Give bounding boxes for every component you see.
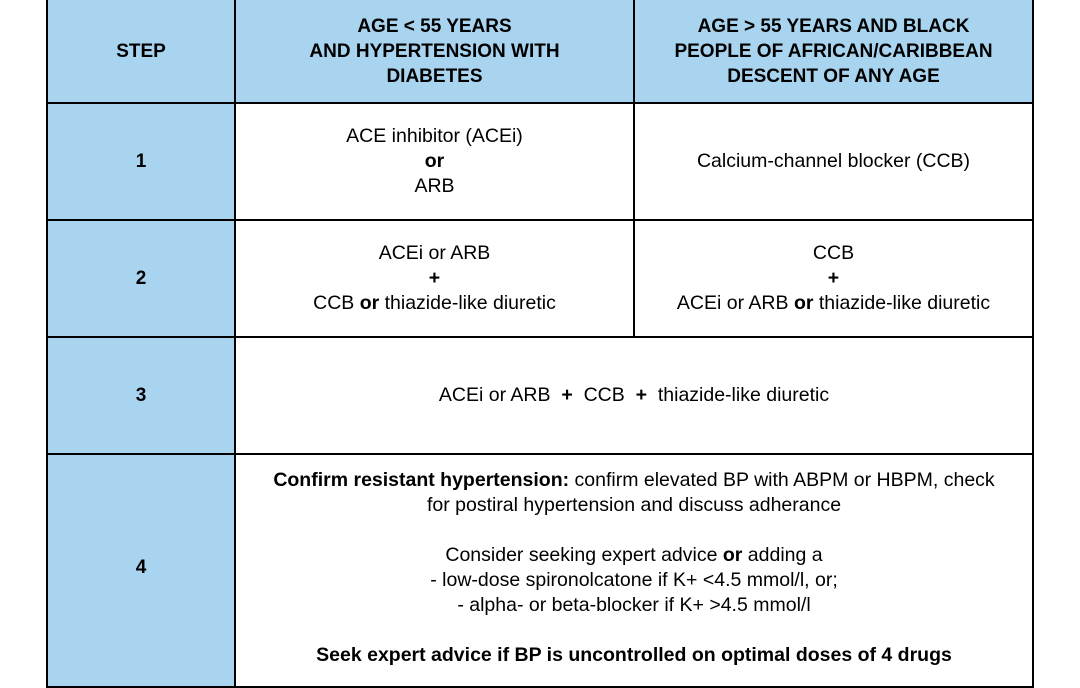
row3-part: CCB (583, 384, 625, 406)
treatment-table (46, 0, 1034, 688)
step-cell-2 (46, 219, 236, 338)
row2-col2-line: CCB (812, 242, 855, 264)
step-number: 1 (135, 151, 147, 172)
row3-part: thiazide-like diuretic (657, 384, 830, 406)
header-col2-line: AGE > 55 YEARS AND BLACK (697, 15, 970, 37)
step-cell-3 (46, 336, 236, 455)
row3-combined (234, 336, 1034, 455)
row3-plus: + (561, 384, 573, 406)
row2-col2-line (677, 291, 990, 316)
row2-col1-or: or (359, 292, 380, 314)
row4-confirm-text: confirm elevated BP with ABPM or HBPM, check (569, 469, 995, 491)
step-number: 4 (135, 556, 147, 578)
row3-line (439, 383, 829, 408)
row2-col1-line (313, 291, 556, 316)
row2-col2-part: thiazide-like diuretic (813, 292, 991, 314)
header-col1 (234, 0, 635, 104)
row2-col2 (633, 219, 1034, 338)
step-cell-1 (46, 102, 236, 221)
row1-col2-text: Calcium-channel blocker (CCB) (696, 150, 971, 172)
row4-combined (234, 453, 1034, 688)
step-cell-4 (46, 453, 236, 688)
row2-col1-line: ACEi or ARB (378, 242, 491, 264)
row2-col2-plus: + (827, 267, 840, 289)
row1-col1-or: or (424, 150, 445, 172)
header-col1-line: AND HYPERTENSION WITH (309, 40, 560, 62)
row4-seek-advice: Seek expert advice if BP is uncontrolled on optimal doses of 4 drugs (316, 644, 952, 666)
step-number: 2 (135, 268, 147, 289)
step-number: 3 (135, 385, 147, 406)
row4-consider-text: Consider seeking expert advice (445, 544, 723, 566)
row2-col1-part: CCB (313, 292, 360, 314)
row1-col2 (633, 102, 1034, 221)
row4-confirm-line (273, 468, 994, 493)
header-step (46, 0, 236, 104)
row2-col1-plus: + (428, 267, 441, 289)
row4-consider-line (445, 543, 822, 568)
row1-col1-line: ACE inhibitor (ACEi) (346, 125, 523, 147)
row4-confirm-line: for postiral hypertension and discuss adherance (426, 494, 842, 516)
row4-confirm-bold: Confirm resistant hypertension: (273, 469, 570, 491)
row4-item: - low-dose spironolcatone if K+ <4.5 mmol/l, or; (430, 569, 838, 591)
row2-col1-part: thiazide-like diuretic (379, 292, 556, 314)
row1-col1 (234, 102, 635, 221)
header-col2 (633, 0, 1034, 104)
row3-plus: + (635, 384, 647, 406)
header-col2-line: DESCENT OF ANY AGE (727, 65, 940, 87)
row2-col2-part: ACEi or ARB (676, 292, 794, 314)
row2-col2-or: or (793, 292, 814, 314)
row2-col1 (234, 219, 635, 338)
header-col1-line: DIABETES (386, 65, 483, 87)
header-col2-line: PEOPLE OF AFRICAN/CARIBBEAN (674, 40, 993, 62)
row3-part: ACEi or ARB (438, 384, 551, 406)
row4-item: - alpha- or beta-blocker if K+ >4.5 mmol/l (457, 594, 811, 616)
header-step-text: STEP (116, 40, 166, 62)
header-col1-line: AGE < 55 YEARS (357, 15, 512, 37)
row4-consider-text: adding a (742, 544, 823, 566)
row4-consider-or: or (722, 544, 743, 566)
row1-col1-line: ARB (414, 175, 455, 197)
